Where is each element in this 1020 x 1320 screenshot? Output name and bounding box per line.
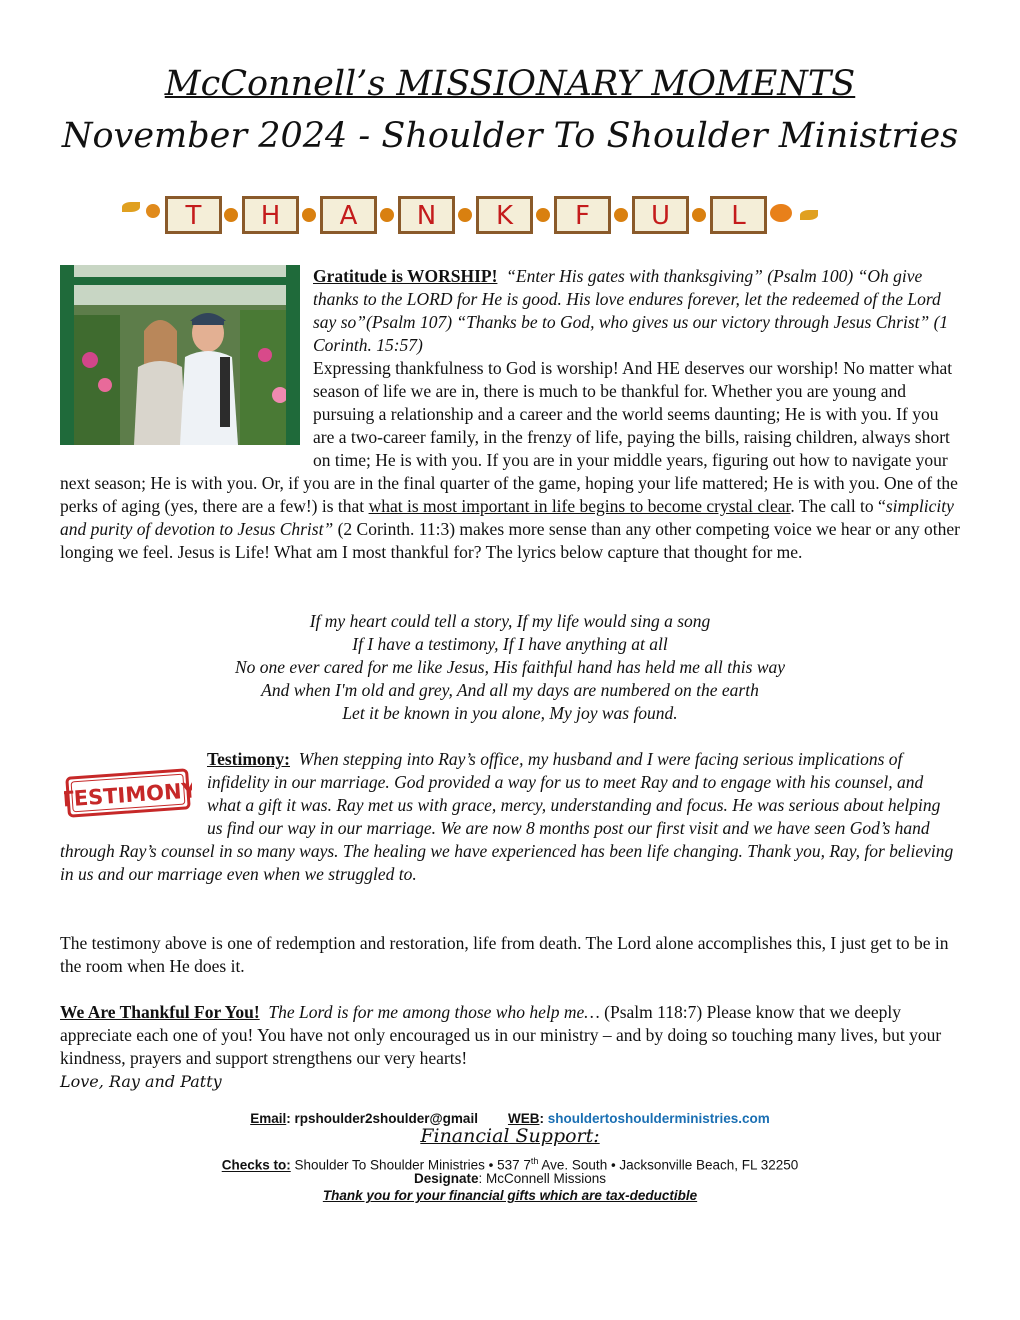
banner-letter-block	[632, 196, 689, 234]
pumpkin-decoration	[770, 204, 792, 222]
banner-separator	[536, 208, 550, 222]
intro-body-2: . The call to “	[790, 496, 886, 516]
designate-value: : McConnell Missions	[478, 1171, 607, 1186]
tax-note-line	[0, 1187, 1020, 1204]
email-address[interactable]: : rpshoulder2shoulder@gmail	[286, 1111, 478, 1126]
redemption-paragraph: The testimony above is one of redemption and restoration, life from death. The Lord alone accomplishes this, I just get to be in the room when He does it.	[60, 933, 949, 976]
gourd-decoration	[146, 204, 160, 218]
intro-scripture-quote: “Enter His gates with thanksgiving” (Psalm 100) “Oh give thanks to the LORD for He is good. His love endures forever, let the redeemed of the Lord say so”(Psalm 107) “Thanks be to God, who gives us our victory through Jesus Christ” (1 Corinth. 15:57)	[313, 266, 949, 355]
intro-italic-quote: simplicity and purity of devotion to Jesus Christ”	[60, 496, 954, 539]
intro-underlined-phrase: what is most important in life begins to become crystal clear	[368, 496, 791, 516]
intro-body-3: (2 Corinth. 11:3) makes more sense than any other competing voice we hear or any other longing we feel. Jesus is Life! What am I most thankful for? The lyrics below capture that thought for me.	[60, 519, 960, 562]
checks-address-b: Ave. South • Jacksonville Beach, FL 32250	[538, 1157, 799, 1173]
banner-letter: U	[650, 201, 671, 231]
contact-line: Email: rpshoulder2shoulder@gmail WEB: shouldertoshoulderministries.com	[250, 1111, 770, 1126]
intro-body-1: Expressing thankfulness to God is worship! And HE deserves our worship! No matter what season of life we are in, there is much to be thankful for. Whether you are young and pursuing a relationship and a career and the world seems daunting; He is with you. If you are a two-career family, in the frenzy of life, paying the bills, raising children, always short on time; He is with you. If you are in your middle years, figuring out how to navigate your next season; He is with you. Or, if you are in the final quarter of the game, hoping your life mattered; He is with you. One of the perks of aging (yes, there are a few!) is that	[60, 358, 958, 516]
banner-letter: T	[185, 201, 202, 231]
thanks-paragraph	[60, 1001, 960, 1093]
thanks-quote: The Lord is for me among those who help me…	[268, 1002, 600, 1022]
banner-letter-block	[242, 196, 299, 234]
stamp-spacer	[60, 748, 207, 838]
newsletter-title: McConnell’s MISSIONARY MOMENTS	[164, 64, 856, 104]
banner-letter-block	[710, 196, 767, 234]
banner-letter-block	[554, 196, 611, 234]
designate-label: Designate	[413, 1171, 479, 1186]
financial-support-title: Financial Support:	[420, 1125, 600, 1147]
leaf-decoration-right	[800, 210, 818, 220]
checks-address-a: Shoulder To Shoulder Ministries • 537 7	[290, 1157, 531, 1173]
lyric-line: No one ever cared for me like Jesus, His faithful hand has held me all this way	[234, 657, 786, 677]
web-label: WEB	[507, 1111, 540, 1126]
testimony-heading: Testimony:	[207, 749, 290, 769]
banner-letter: H	[260, 201, 281, 231]
website-link[interactable]: shouldertoshoulderministries.com	[547, 1111, 770, 1126]
banner-separator	[614, 208, 628, 222]
lyrics-block	[0, 610, 1020, 725]
newsletter-subtitle: November 2024 - Shoulder To Shoulder Ministries	[61, 116, 959, 156]
lyric-line: If my heart could tell a story, If my life would sing a song	[309, 611, 711, 631]
testimony-text: When stepping into Ray’s office, my husband and I were facing serious implications of infidelity in our marriage. God provided a way for us to meet Ray and to engage with his counsel, and what a gift it was. Ray met us with grace, mercy, understanding and focus. He was serious about helping us find our way in our marriage. We are now 8 months post our first visit and we have seen God’s hand through Ray’s counsel in so many ways. The healing we have experienced has been life changing. Thank you, Ray, for believing in us and our marriage even when we struggled to.	[60, 749, 954, 884]
tax-note: Thank you for your financial gifts which are tax-deductible	[322, 1188, 698, 1203]
banner-separator	[302, 208, 316, 222]
banner-letter-block	[398, 196, 455, 234]
stamp-text: TESTIMONY	[64, 778, 192, 812]
banner-letter: N	[416, 201, 437, 231]
email-label: Email	[250, 1111, 287, 1126]
designate-line	[0, 1170, 1020, 1187]
banner-separator	[224, 208, 238, 222]
intro-heading: Gratitude is WORSHIP!	[313, 266, 498, 286]
banner-letter: K	[495, 201, 514, 231]
testimony-paragraph	[60, 748, 960, 886]
intro-paragraph	[60, 265, 960, 564]
banner-letter-block	[320, 196, 377, 234]
banner-separator	[380, 208, 394, 222]
banner-separator	[458, 208, 472, 222]
thanks-text: (Psalm 118:7) Please know that we deeply appreciate each one of you! You have not only encouraged us in our ministry – and by doing so touching many lives, but your kindness, prayers and support strengthens our very hearts!	[60, 1002, 942, 1068]
signature: Love, Ray and Patty	[60, 1072, 222, 1091]
thankful-banner	[120, 180, 895, 238]
thanks-heading: We Are Thankful For You!	[60, 1002, 260, 1022]
banner-letter: A	[339, 201, 358, 231]
banner-separator	[692, 208, 706, 222]
photo-spacer	[60, 265, 313, 450]
checks-label: Checks to:	[221, 1157, 291, 1173]
banner-letter-block	[165, 196, 222, 234]
lyric-line: And when I'm old and grey, And all my days are numbered on the earth	[261, 680, 759, 700]
financial-support-heading	[0, 1125, 1020, 1147]
lyric-line: If I have a testimony, If I have anything at all	[352, 634, 668, 654]
checks-sup: th	[530, 1156, 539, 1166]
banner-letter: F	[575, 201, 590, 231]
banner-letter: L	[731, 201, 746, 231]
leaf-decoration-left	[122, 202, 140, 212]
banner-letter-block	[476, 196, 533, 234]
lyric-line: Let it be known in you alone, My joy was found.	[342, 703, 678, 723]
